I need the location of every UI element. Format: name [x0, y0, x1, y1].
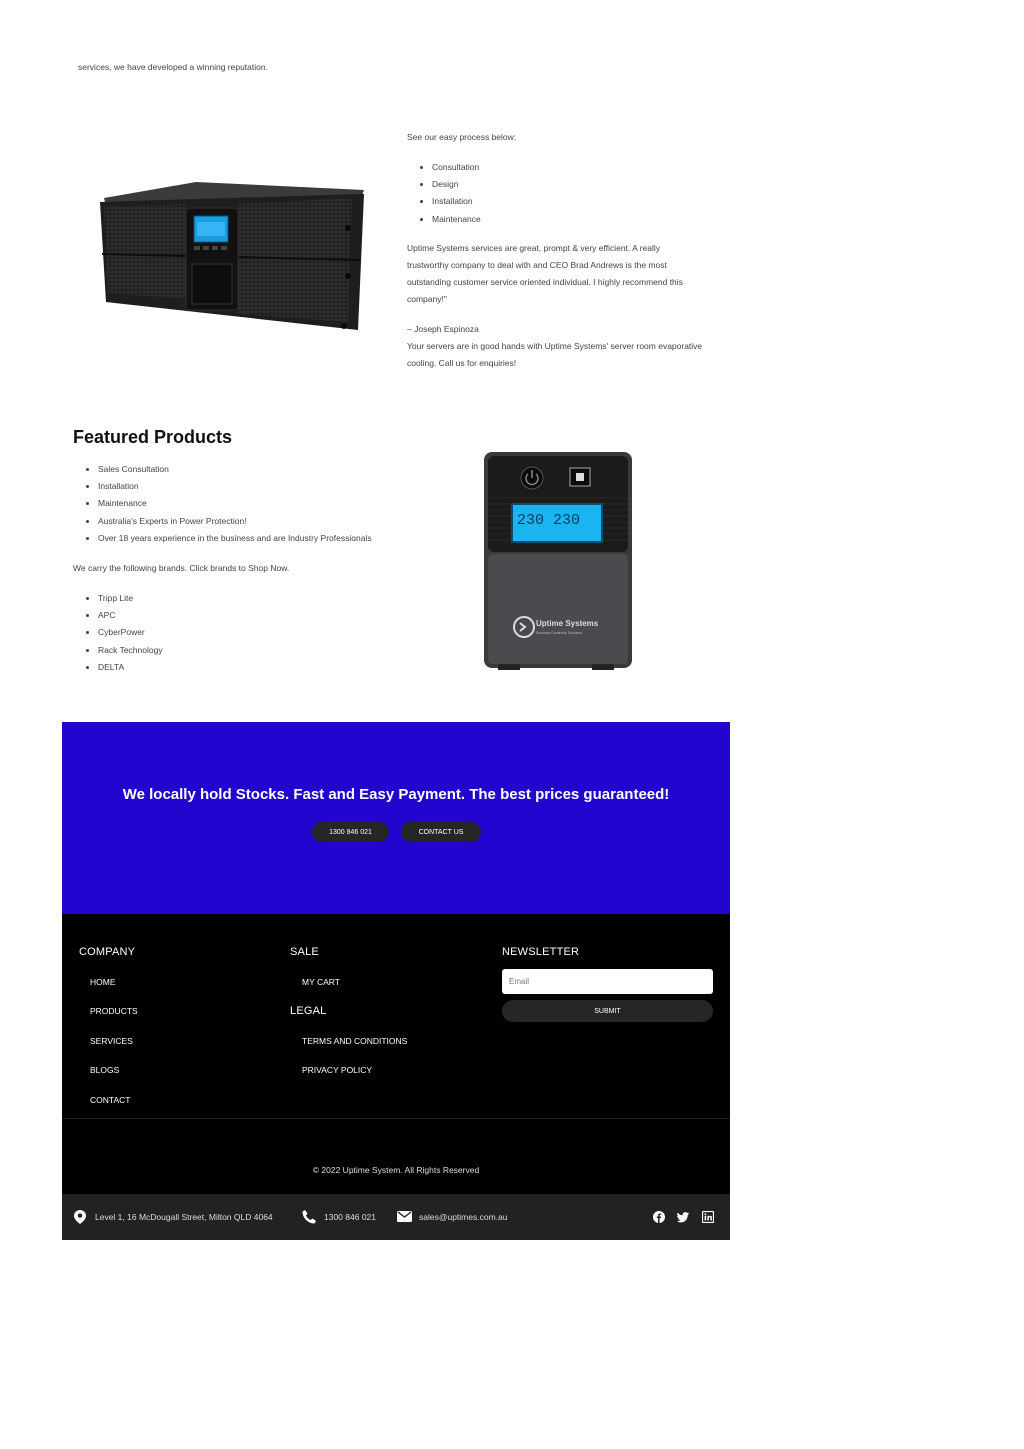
twitter-icon[interactable] [677, 1211, 689, 1223]
footer-link-blogs[interactable]: BLOGS [90, 1065, 120, 1075]
footer-link-terms[interactable]: TERMS AND CONDITIONS [302, 1036, 408, 1046]
phone-icon [302, 1210, 316, 1224]
rack-ups-image [96, 176, 372, 338]
process-steps-list [407, 159, 481, 228]
phone-button[interactable]: 1300 846 021 [312, 822, 389, 842]
list-item: • Installation [98, 478, 372, 495]
list-item: • Consultation [432, 159, 481, 176]
brand-link-delta[interactable]: • DELTA [98, 659, 163, 676]
tower-ups-image [480, 448, 636, 674]
brand-link-rack-technology[interactable]: • Rack Technology [98, 642, 163, 659]
legal-heading: LEGAL [290, 1005, 327, 1017]
footer [62, 914, 730, 1194]
facebook-icon[interactable] [653, 1211, 665, 1223]
features-list [73, 461, 372, 547]
testimonial-line: company!" [407, 294, 447, 304]
company-heading: COMPANY [79, 946, 136, 958]
list-item: • Sales Consultation [98, 461, 372, 478]
list-item: • Australia's Experts in Power Protection! [98, 513, 372, 530]
testimonial-line: Uptime Systems services are great, prompt & very efficient. A really [407, 243, 661, 253]
testimonial-author: – Joseph Espinoza [407, 324, 479, 334]
linkedin-icon[interactable] [702, 1211, 714, 1223]
newsletter-heading: NEWSLETTER [502, 946, 580, 958]
ups-display-text: 230 230 [517, 512, 581, 529]
list-item: • Maintenance [98, 495, 372, 512]
testimonial-line: outstanding customer service oriented individual. I highly recommend this [407, 277, 683, 287]
process-intro: See our easy process below: [407, 132, 517, 142]
list-item: • Maintenance [432, 211, 481, 228]
footer-link-products[interactable]: PRODUCTS [90, 1006, 138, 1016]
footer-link-home[interactable]: HOME [90, 977, 116, 987]
copyright-text: © 2022 Uptime System. All Rights Reserved [312, 1165, 480, 1175]
contact-us-button[interactable]: CONTACT US [401, 822, 481, 842]
envelope-icon [397, 1211, 412, 1222]
footer-link-my-cart[interactable]: MY CART [302, 977, 340, 987]
list-item: • Installation [432, 193, 481, 210]
cta-banner [62, 722, 730, 914]
testimonial-line: trustworthy company to deal with and CEO Brad Andrews is the most [407, 260, 667, 270]
brands-list [73, 590, 163, 676]
email-link[interactable]: sales@uptimes.com.au [419, 1212, 508, 1222]
ups-logo-text: Uptime Systems [536, 619, 599, 628]
cta-heading: We locally hold Stocks. Fast and Easy Payment. The best prices guaranteed! [122, 786, 670, 803]
list-item: • Over 18 years experience in the business and are Industry Professionals [98, 530, 372, 547]
footer-link-services[interactable]: SERVICES [90, 1036, 133, 1046]
list-item: • Design [432, 176, 481, 193]
brand-link-cyberpower[interactable]: • CyberPower [98, 624, 163, 641]
map-pin-icon [74, 1210, 86, 1224]
testimonial [407, 240, 727, 308]
newsletter-email-input[interactable] [502, 969, 713, 994]
address-text: Level 1, 16 McDougall Street, Milton QLD 4064 [95, 1212, 273, 1222]
servers-line: cooling. Call us for enquiries! [407, 358, 517, 368]
servers-block [407, 321, 737, 372]
contact-bar [62, 1194, 730, 1240]
brands-intro: We carry the following brands. Click brands to Shop Now. [73, 563, 290, 573]
featured-products-title: Featured Products [73, 427, 233, 447]
footer-divider [62, 1118, 730, 1119]
servers-line: Your servers are in good hands with Uptime Systems' server room evaporative [407, 341, 703, 351]
newsletter-submit-button[interactable]: SUBMIT [502, 1000, 713, 1022]
brand-link-tripp-lite[interactable]: • Tripp Lite [98, 590, 163, 607]
sale-heading: SALE [290, 946, 319, 958]
ups-logo-subtext: Business Continuity Solutions [536, 631, 583, 635]
brand-link-apc[interactable]: • APC [98, 607, 163, 624]
footer-link-contact[interactable]: CONTACT [90, 1095, 131, 1105]
footer-link-privacy[interactable]: PRIVACY POLICY [302, 1065, 373, 1075]
reputation-text: services, we have developed a winning reputation. [78, 62, 268, 72]
phone-link[interactable]: 1300 846 021 [324, 1212, 376, 1222]
